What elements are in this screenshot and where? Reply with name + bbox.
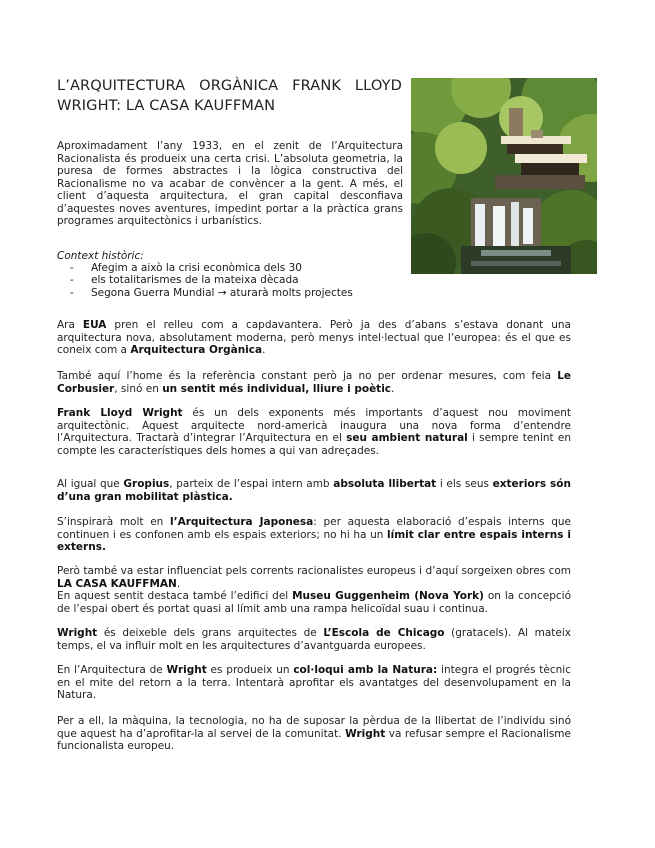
paragraph-eua: Ara EUA pren el relleu com a capdavantera. Però ja des d’abans s’estava donant una arquitectura nova, absolutament moderna, però menys intel·lectual que l’europea: és el que es coneix com a Arquitectura Orgànica.: [57, 319, 571, 356]
intro-paragraph: Aproximadament l’any 1933, en el zenit de l’Arquitectura Racionalista és produeix una certa crisi. L’absoluta geometria, la puresa de formes abstractes i la lògica constructiva del Racionalisme no va acabar de convèncer a la gent. A més, el client d’aquesta arquitectura, el gran capital desconfiava d’aquestes noves aventures, impedint portar a la pràctica grans programes arquitectònics i urbanístics.: [57, 140, 403, 227]
paragraph-gropius: Al igual que Gropius, parteix de l’espai intern amb absoluta llibertat i els seus exteriors són d’una gran mobilitat plàstica.: [57, 478, 571, 503]
paragraph-wright: Frank Lloyd Wright és un dels exponents més importants d’aquest nou moviment arquitectònic. Aquest arquitecte nord-americà inaugura una nova forma d’entendre l’Arquitectura. Tractarà d’integrar l’Arquitectura en el seu ambient natural i sempre tenint en compte les característiques dels homes a qui van adreçades.: [57, 407, 572, 457]
context-label: Context històric:: [57, 250, 144, 262]
list-item: - Afegim a això la crisi econòmica dels 30: [70, 262, 302, 274]
paragraph-chicago: Wright és deixeble dels grans arquitectes de L’Escola de Chicago (gratacels). Al mateix temps, el va influir molt en les arquitectures d’avantguarda europees.: [57, 627, 572, 652]
list-item: - Segona Guerra Mundial → aturarà molts projectes: [70, 286, 353, 299]
list-item: - els totalitarismes de la mateixa dècada: [70, 274, 299, 287]
fallingwater-image: [411, 78, 597, 274]
context-list: [70, 262, 353, 299]
paragraph-kauffman: Però també va estar influenciat pels corrents racionalistes europeus i d’aquí sorgeixen obres com LA CASA KAUFFMAN. En aquest sentit destaca també l’edifici del Museu Guggenheim (Nova York) on la concepció de l’espai obert és portat quasi al límit amb una rampa helicoïdal suau i continua.: [57, 565, 571, 615]
page-title: L’ARQUITECTURA ORGÀNICA FRANK LLOYD WRIGHT: LA CASA KAUFFMAN: [57, 77, 402, 114]
paragraph-home: També aquí l’home és la referència constant però ja no per ordenar mesures, com feia Le Corbusier, sinó en un sentit més individual, lliure i poètic.: [57, 370, 571, 395]
paragraph-natura: En l’Arquitectura de Wright es produeix un col·loqui amb la Natura: integra el progrés tècnic en el mite del retorn a la terra. Intentarà aprofitar els avantatges del desenvolupament en la Natura.: [57, 664, 571, 701]
paragraph-japonesa: S’inspirarà molt en l’Arquitectura Japonesa: per aquesta elaboració d’espais interns que continuen i es confonen amb els espais exteriors; no hi ha un límit clar entre espais interns i externs.: [57, 516, 571, 553]
fallingwater-photo: [411, 78, 597, 274]
paragraph-maquina: Per a ell, la màquina, la tecnologia, no ha de suposar la pèrdua de la llibertat de l’individu sinó que aquest ha d’aprofitar-la al servei de la comunitat. Wright va refusar sempre el Racionalisme funcionalista europeu.: [57, 715, 571, 752]
